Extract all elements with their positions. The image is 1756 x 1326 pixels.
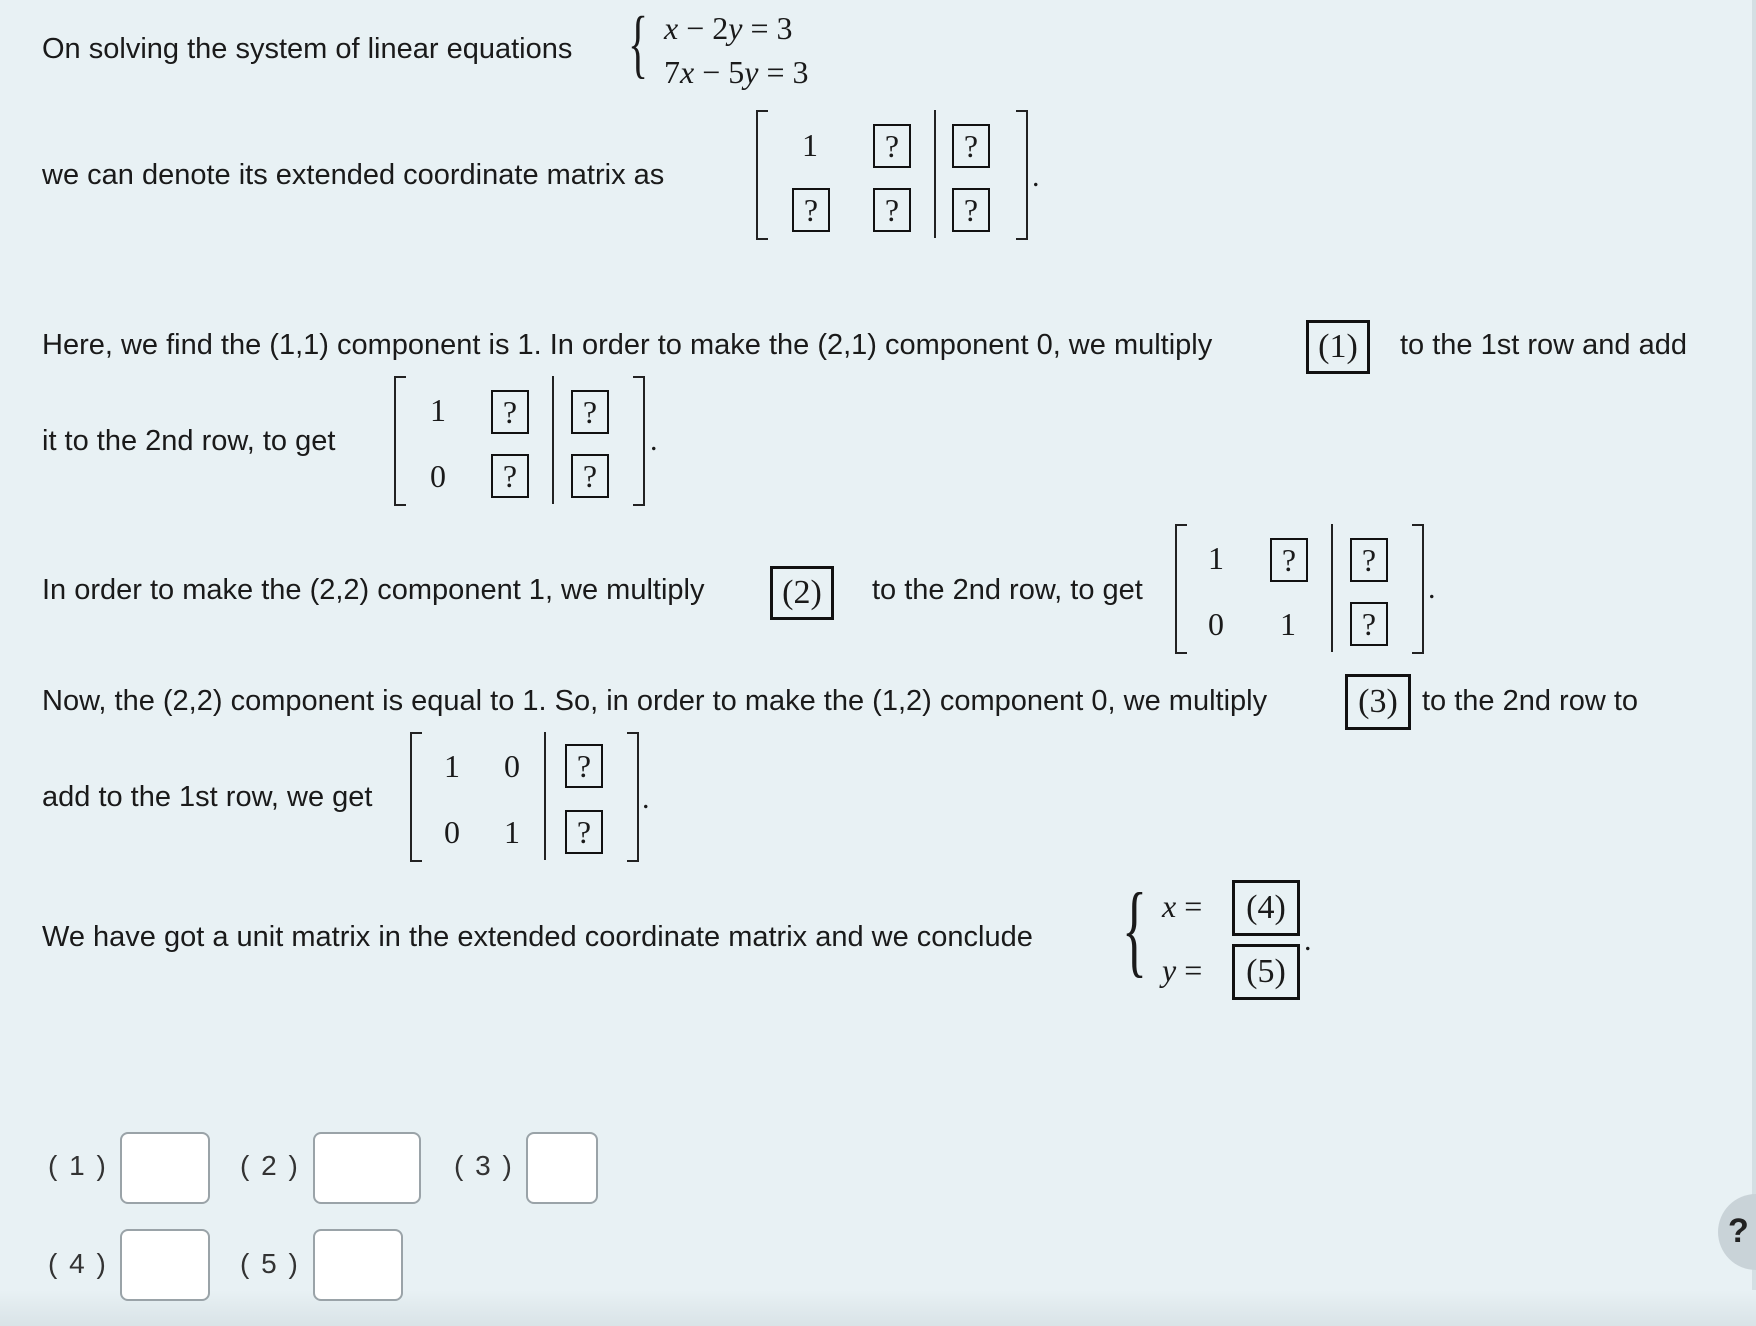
- equation-1: x − 2y = 3: [664, 10, 793, 46]
- answer-input-4[interactable]: [120, 1229, 210, 1301]
- answer-input-3[interactable]: [526, 1132, 598, 1204]
- input-label-3: ( 3 ): [454, 1150, 514, 1181]
- intro-text: On solving the system of linear equations: [42, 33, 573, 65]
- blank-1: (1): [1306, 320, 1370, 374]
- bottom-fade: [0, 1290, 1756, 1326]
- step3-text-a: Now, the (2,2) component is equal to 1. So, in order to make the (1,2) component 0, we multiply: [42, 685, 1268, 717]
- blank-2: (2): [770, 566, 834, 620]
- input-label-4: ( 4 ): [48, 1248, 108, 1279]
- step2-text-b: to the 2nd row, to get: [872, 574, 1143, 606]
- step1-text-c: it to the 2nd row, to get: [42, 425, 336, 457]
- equation-2: 7x − 5y = 3: [664, 54, 809, 90]
- answer-input-1[interactable]: [120, 1132, 210, 1204]
- step3-text-b: to the 2nd row to: [1422, 685, 1639, 717]
- solution-brace: {: [1122, 872, 1147, 987]
- input-label-1: ( 1 ): [48, 1150, 108, 1181]
- answer-input-5[interactable]: [313, 1229, 403, 1301]
- solution-y: y =: [1162, 952, 1203, 988]
- step3-text-c: add to the 1st row, we get: [42, 781, 373, 813]
- question-icon: ?: [1728, 1212, 1749, 1250]
- blank-5: (5): [1232, 944, 1300, 1000]
- right-edge: [1752, 0, 1756, 1326]
- blank-4: (4): [1232, 880, 1300, 936]
- step2-text-a: In order to make the (2,2) component 1, we multiply: [42, 574, 705, 606]
- step1-text-a: Here, we find the (1,1) component is 1. In order to make the (2,1) component 0, we multiply: [42, 329, 1213, 361]
- extended-text: we can denote its extended coordinate matrix as: [42, 159, 665, 191]
- step1-text-b: to the 1st row and add: [1400, 329, 1687, 361]
- conclude-text: We have got a unit matrix in the extended coordinate matrix and we conclude: [42, 921, 1033, 953]
- blank-3: (3): [1345, 674, 1411, 730]
- answer-input-2[interactable]: [313, 1132, 421, 1204]
- input-label-5: ( 5 ): [240, 1248, 300, 1279]
- system-brace: {: [628, 2, 649, 86]
- solution-x: x =: [1162, 888, 1203, 924]
- solution-dot: .: [1304, 924, 1312, 957]
- input-label-2: ( 2 ): [240, 1150, 300, 1181]
- help-button[interactable]: [1718, 1194, 1756, 1270]
